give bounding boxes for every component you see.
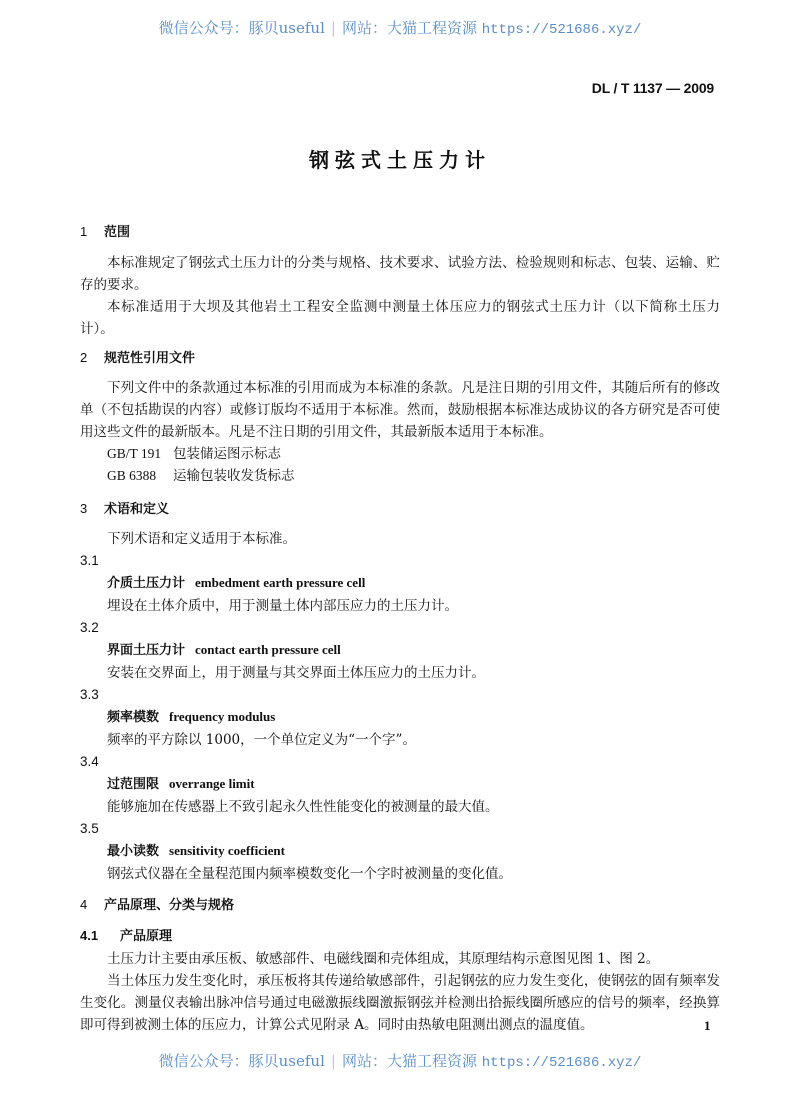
term-definition: 能够施加在传感器上不致引起永久性性能变化的被测量的最大值。 (107, 799, 499, 815)
section-title: 范围 (104, 225, 131, 240)
section-1-heading (80, 222, 720, 242)
subsection-title: 产品原理 (120, 929, 173, 944)
section-title: 术语和定义 (104, 502, 170, 517)
section-number: 1 (80, 224, 88, 239)
watermark-url[interactable]: https://521686.xyz/ (481, 1055, 642, 1071)
subsection-4-1-heading (80, 925, 720, 948)
term-entry (80, 617, 720, 684)
term-title (80, 572, 720, 595)
term-zh: 频率模数 (107, 710, 160, 725)
watermark-top (0, 17, 800, 38)
watermark-site-label: 网站：大猫工程资源 (341, 1052, 477, 1070)
page-number: 1 (704, 1018, 711, 1033)
term-definition: 安装在交界面上，用于测量与其交界面土体压应力的土压力计。 (107, 665, 485, 681)
paragraph: 土压力计主要由承压板、敏感部件、电磁线圈和壳体组成，其原理结构示意图见图 1、图 2。 (107, 951, 660, 967)
term-zh: 界面土压力计 (107, 643, 186, 658)
term-definition: 频率的平方除以 1000，一个单位定义为“一个字”。 (107, 732, 416, 748)
term-title (80, 706, 720, 729)
section-number: 2 (80, 350, 88, 365)
paragraph: 下列文件中的条款通过本标准的引用而成为本标准的条款。凡是注日期的引用文件，其随后所有的修改单（不包括勘误的内容）或修订版均不适用于本标准。然而，鼓励根据本标准达成协议的各方研究是否可使用这些文件的最新版本。凡是不注日期的引用文件，其最新版本适用于本标准。 (80, 380, 720, 440)
watermark-url[interactable]: https://521686.xyz/ (481, 22, 642, 38)
term-zh: 过范围限 (107, 777, 160, 792)
reference-code: GB 6388 (107, 468, 157, 483)
document-body (80, 222, 720, 1036)
term-entry (80, 751, 720, 818)
term-en: embedment earth pressure cell (195, 575, 366, 590)
term-entry (80, 550, 720, 617)
reference-title: 包装储运图示标志 (173, 446, 281, 462)
section-4-heading (80, 895, 720, 915)
clause-number: 3.5 (80, 821, 99, 836)
term-entry (80, 684, 720, 751)
paragraph: 当土体压力发生变化时，承压板将其传递给敏感部件，引起钢弦的应力发生变化，使钢弦的固有频率发生变化。测量仪表输出脉冲信号通过电磁激振线圈激振钢弦并检测出拾振线圈所感应的信号的频率，经换算即可得到被测土体的压应力，计算公式见附录 A。同时由热敏电阻测出测点的温度值。 (80, 973, 720, 1033)
clause-number: 3.2 (80, 620, 99, 635)
term-title (80, 773, 720, 796)
watermark-separator: | (330, 1052, 336, 1070)
clause-number: 3.4 (80, 754, 99, 769)
term-en: contact earth pressure cell (195, 642, 341, 657)
term-entry (80, 818, 720, 885)
watermark-bottom (0, 1050, 800, 1071)
reference-item (80, 465, 720, 487)
paragraph: 下列术语和定义适用于本标准。 (107, 531, 296, 547)
term-definition: 钢弦式仪器在全量程范围内频率模数变化一个字时被测量的变化值。 (107, 866, 512, 882)
paragraph: 本标准规定了钢弦式土压力计的分类与规格、技术要求、试验方法、检验规则和标志、包装、运输、贮存的要求。 (80, 255, 720, 293)
paragraph: 本标准适用于大坝及其他岩土工程安全监测中测量土体压应力的钢弦式土压力计（以下简称土压力计）。 (80, 299, 720, 337)
reference-title: 运输包装收发货标志 (173, 468, 295, 484)
standard-code: DL / T 1137 — 2009 (591, 80, 714, 96)
subsection-number: 4.1 (80, 928, 99, 943)
term-zh: 最小读数 (107, 844, 160, 859)
term-zh: 介质土压力计 (107, 576, 186, 591)
section-number: 3 (80, 501, 88, 516)
reference-item (80, 443, 720, 465)
term-en: overrange limit (169, 776, 255, 791)
term-title (80, 639, 720, 662)
watermark-site-label: 网站：大猫工程资源 (341, 19, 477, 37)
section-title: 产品原理、分类与规格 (104, 898, 235, 913)
section-number: 4 (80, 897, 88, 912)
section-title: 规范性引用文件 (104, 351, 196, 366)
section-2-heading (80, 348, 720, 368)
clause-number: 3.1 (80, 553, 99, 568)
term-title (80, 840, 720, 863)
clause-number: 3.3 (80, 687, 99, 702)
term-en: frequency modulus (169, 709, 276, 724)
term-definition: 埋设在土体介质中，用于测量土体内部压应力的土压力计。 (107, 598, 458, 614)
section-3-heading (80, 499, 720, 519)
document-title: 钢弦式土压力计 (309, 148, 491, 172)
watermark-separator: | (330, 19, 336, 37)
reference-code: GB/T 191 (107, 446, 162, 461)
watermark-wechat: 微信公众号：豚贝useful (158, 19, 325, 37)
watermark-wechat: 微信公众号：豚贝useful (158, 1052, 325, 1070)
term-en: sensitivity coefficient (169, 843, 285, 858)
